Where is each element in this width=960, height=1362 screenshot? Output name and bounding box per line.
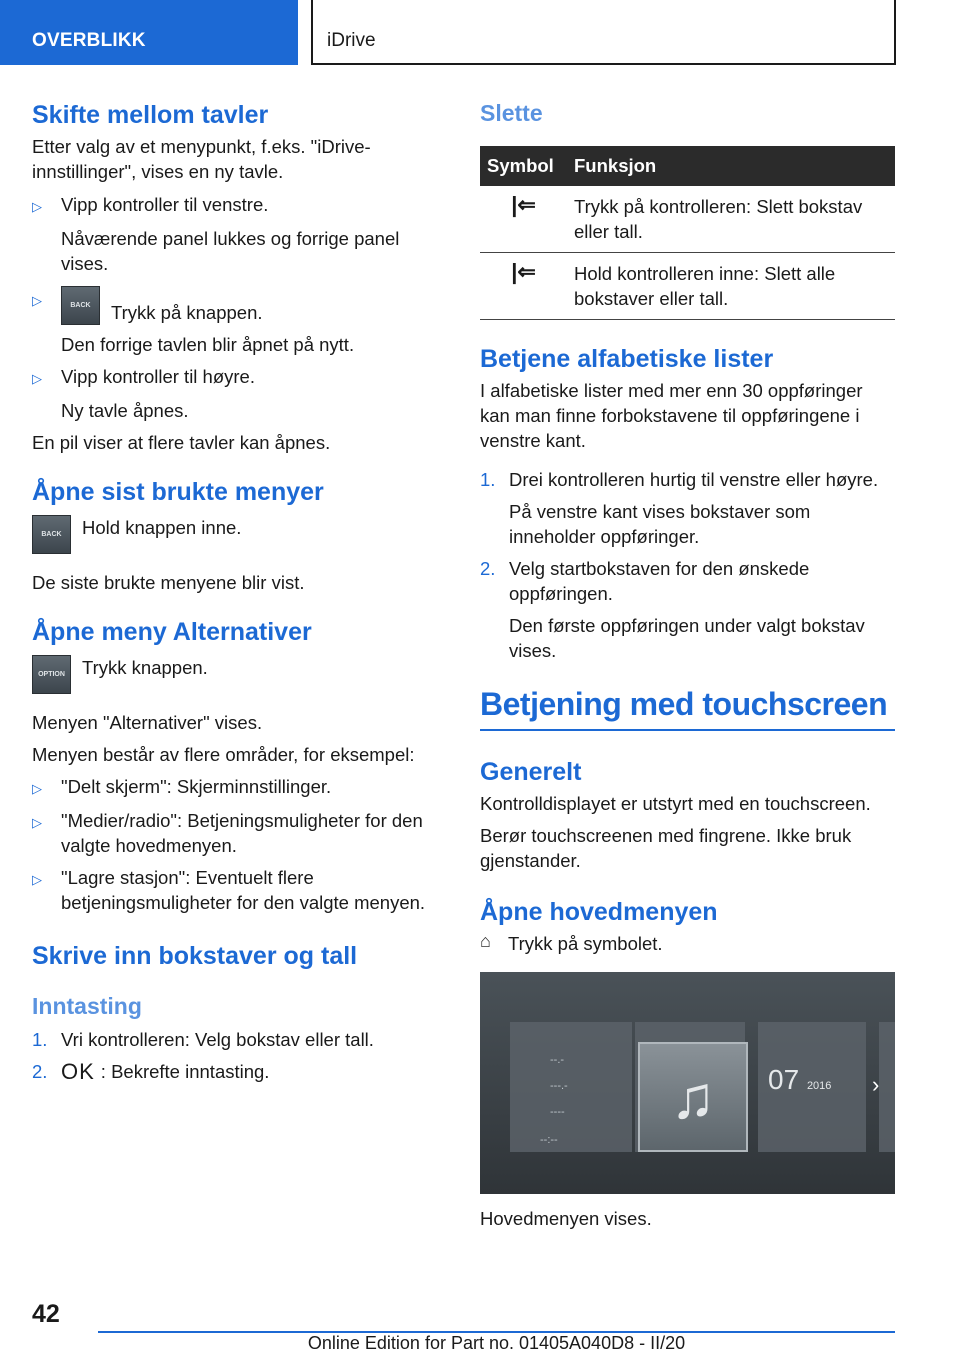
paragraph: Berør touchscreenen med fingrene. Ikke bruk gjenstander. <box>480 824 852 871</box>
music-note-icon: ♫ <box>638 1042 748 1152</box>
heading-general: Generelt <box>480 757 582 786</box>
section-label: OVERBLIKK <box>32 30 146 51</box>
numbered-item: 1. Vri kontrolleren: Velg bokstav eller tall. <box>32 1028 374 1050</box>
delete-all-icon: |⇐ <box>480 252 567 319</box>
heading-delete: Slette <box>480 100 543 126</box>
screen-value: ---- <box>550 1105 565 1118</box>
paragraph: Kontrolldisplayet er utstyrt med en touchscreen. <box>480 792 871 814</box>
triangle-bullet-icon: ▷ <box>32 815 42 830</box>
list-item: ▷ Vipp kontroller til høyre. <box>32 364 440 391</box>
paragraph: De siste brukte menyene blir vist. <box>32 572 305 593</box>
page-number: 42 <box>32 1300 60 1328</box>
back-button-icon: BACK <box>61 286 100 325</box>
footer-edition: Online Edition for Part no. 01405A040D8 - II/20 <box>307 1333 686 1353</box>
right-column: Slette Symbol Funksjon |⇐ Trykk på kontrolleren: Slett bokstav eller tall. |⇐ Hold kontrolleren inne: Slett alle bokstaver eller tall. Betjene alfabetiske lister I alfabetiske lister med mer enn 30 oppføringer kan man finne forbokstavene til oppføringene i venstre kant. 1. Drei kontrolleren hurtig til venstre eller høyre. På venstre kant vises bokstaver som inneholder oppføringer. 2. Velg startbokstaven for den ønskede oppføringen. Den første oppføringen under valgt bokstav vises. Betjening med touchscreen Generelt Kontrolldisplayet er utstyrt med en touchscreen. Berør touchscreenen med fingrene. Ikke bruk gjenstander. Åpne hovedmenyen ⌂ Trykk på symbolet. ♫ 07 2016 --.- ---.- ---- --:-- › Hovedmenyen vises. <box>480 100 895 1231</box>
list-item: ▷ "Lagre stasjon": Eventuelt flere betjeningsmuligheter for den valgte menyen. <box>32 867 426 913</box>
table-header: Symbol <box>480 146 567 186</box>
section-tab <box>0 0 298 65</box>
triangle-bullet-icon: ▷ <box>32 199 42 214</box>
chapter-label: iDrive <box>327 30 376 51</box>
paragraph: Menyen "Alternativer" vises. <box>32 712 263 733</box>
table-row: |⇐ Trykk på kontrolleren: Slett bokstav eller tall. <box>480 186 895 253</box>
heading-input: Skrive inn bokstaver og tall <box>32 942 358 970</box>
screen-value: --:-- <box>540 1133 558 1146</box>
numbered-item-detail: Den første oppføringen under valgt bokstav vises. <box>509 614 865 661</box>
list-item: ▷ "Medier/radio": Betjeningsmuligheter for den valgte hovedmenyen. <box>32 810 423 856</box>
triangle-bullet-icon: ▷ <box>32 371 42 386</box>
delete-icon: |⇐ <box>480 186 567 253</box>
screen-value: --.- <box>550 1053 565 1066</box>
list-item-detail: Den forrige tavlen blir åpnet på nytt. <box>61 334 355 355</box>
subheading-input: Inntasting <box>32 993 142 1019</box>
table-header: Funksjon <box>567 146 895 186</box>
heading-recent-menus: Åpne sist brukte menyer <box>32 478 324 506</box>
left-column: Skifte mellom tavler Etter valg av et menypunkt, f.eks. "iDrive-innstillinger", vises en ny tavle. ▷ Vipp kontroller til venstre. Nåværende panel lukkes og forrige panel vises. ▷ BACK Trykk på knappen. Den forrige tavlen blir åpnet på nytt. ▷ Vipp kontroller til høyre. Ny tavle åpnes. En pil viser at flere tavler kan åpnes. Åpne sist brukte menyer BACK Hold knappen inne. De siste brukte menyene blir vist. Åpne meny Alternativer OPTION Trykk knappen. Menyen "Alternativer" vises. Menyen består av flere områder, for eksempel: ▷ "Delt skjerm": Skjerminnstillinger. ▷ "Medier/radio": Betjeningsmuligheter for den valgte hovedmenyen. ▷ "Lagre stasjon": Eventuelt flere betjeningsmuligheter for den valgte menyen. Skrive inn bokstaver og tall Inntasting 1. Vri kontrolleren: Velg bokstav eller tall. 2. OK : Bekrefte inntasting. <box>32 100 440 1084</box>
list-item: ▷ BACK Trykk på knappen. <box>32 286 440 325</box>
screen-date: 07 <box>768 1063 800 1095</box>
vehicle-tile <box>510 1022 632 1152</box>
paragraph: Etter valg av et menypunkt, f.eks. "iDrive-innstillinger", vises en ny tavle. <box>32 136 371 182</box>
paragraph: En pil viser at flere tavler kan åpnes. <box>32 432 331 453</box>
paragraph: I alfabetiske lister med mer enn 30 oppføringer kan man finne forbokstavene til oppføringene i venstre kant. <box>480 379 863 451</box>
heading-switch-panels: Skifte mellom tavler <box>32 101 269 129</box>
table-row: |⇐ Hold kontrolleren inne: Slett alle bokstaver eller tall. <box>480 252 895 319</box>
symbol-table <box>480 146 895 320</box>
heading-touchscreen: Betjening med touchscreen <box>480 685 895 731</box>
triangle-bullet-icon: ▷ <box>32 872 42 887</box>
next-tile <box>879 1022 895 1152</box>
heading-open-main-menu: Åpne hovedmenyen <box>480 897 718 926</box>
main-menu-screenshot <box>480 972 895 1194</box>
option-button-icon: OPTION <box>32 655 71 694</box>
list-item: ▷ "Delt skjerm": Skjerminnstillinger. <box>32 774 440 801</box>
screen-value: ---.- <box>550 1079 568 1092</box>
numbered-item: 2. OK : Bekrefte inntasting. <box>32 1058 270 1084</box>
back-button-icon: BACK <box>32 515 71 554</box>
heading-options-menu: Åpne meny Alternativer <box>32 618 312 646</box>
list-item-detail: Ny tavle åpnes. <box>61 400 189 421</box>
numbered-item: 1. Drei kontrolleren hurtig til venstre eller høyre. <box>480 468 879 490</box>
home-icon: ⌂ <box>480 930 491 951</box>
chapter-tab <box>311 0 896 65</box>
triangle-bullet-icon: ▷ <box>32 781 42 796</box>
paragraph: Hovedmenyen vises. <box>480 1207 652 1229</box>
numbered-item-detail: På venstre kant vises bokstaver som inneholder oppføringer. <box>509 500 811 547</box>
ok-icon: OK <box>61 1058 95 1084</box>
paragraph: Menyen består av flere områder, for eksempel: <box>32 744 415 765</box>
chevron-right-icon: › <box>872 1071 880 1097</box>
numbered-item: 2. Velg startbokstaven for den ønskede oppføringen. <box>480 557 810 604</box>
list-item-detail: Nåværende panel lukkes og forrige panel vises. <box>61 228 400 274</box>
triangle-bullet-icon: ▷ <box>32 293 42 308</box>
screen-year: 2016 <box>806 1079 832 1092</box>
heading-alphabetic-lists: Betjene alfabetiske lister <box>480 344 774 373</box>
list-item: ▷ Vipp kontroller til venstre. <box>32 192 440 219</box>
